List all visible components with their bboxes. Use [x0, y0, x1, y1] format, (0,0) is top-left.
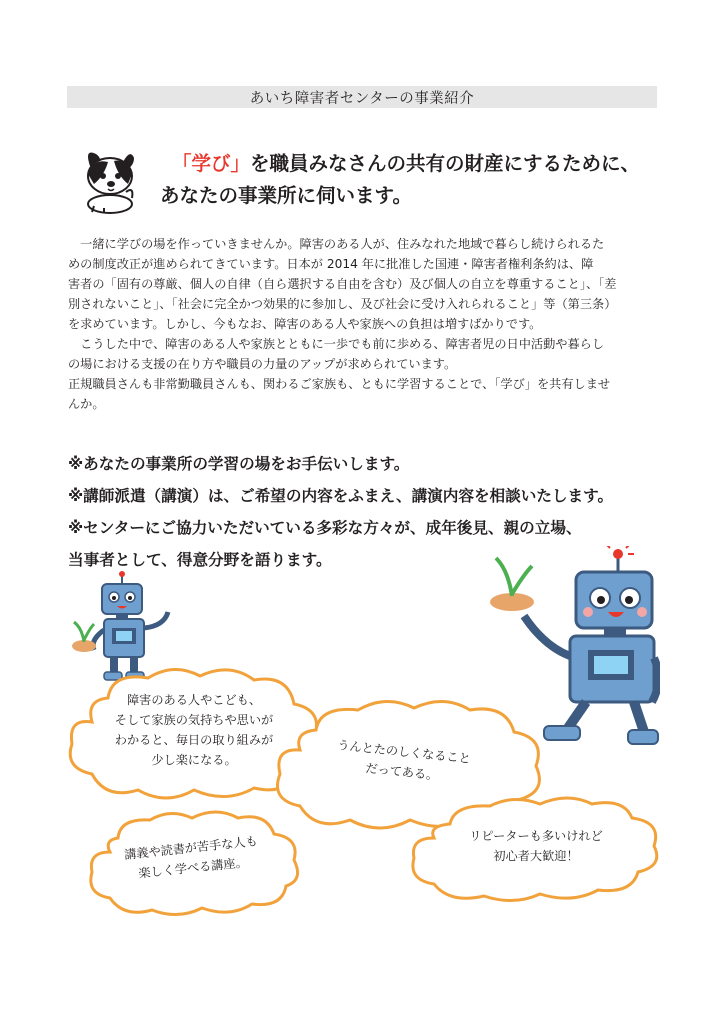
intro-paragraph — [68, 234, 664, 414]
note-line: ※あなたの事業所の学習の場をお手伝いします。 — [68, 455, 410, 473]
cloud-text-1: 障害のある人やこども、 そして家族の気持ちや思いが わかると、毎日の取り組みが 少し楽になる。 — [114, 693, 274, 767]
intro-line: を求めています。しかし、今もなお、障害のある人や家族への負担は増すばかりです。 — [68, 317, 542, 331]
cloud-text-2: うんとたのしくなること だってある。 — [336, 738, 472, 783]
intro-line: 別されないこと」、「社会に完全かつ効果的に参加し、及び社会に受け入れられること」等（第三条） — [68, 297, 617, 311]
header-band — [67, 86, 657, 108]
cloud-text-3: 講義や読書が苦手な人も 楽しく学べる講座。 — [123, 834, 259, 881]
intro-line: めの制度改正が進められてきています。日本が 2014 年に批准した国連・障害者権利条約は、障 — [68, 257, 594, 271]
intro-line: 害者の「固有の尊厳、個人の自律（自ら選択する自由を含む）及び個人の自立を尊重すること」、「差 — [68, 277, 617, 291]
dog-mascot-icon — [74, 146, 140, 214]
note-line: ※講師派遣（講演）は、ご希望の内容をふまえ、講演内容を相談いたします。 — [68, 487, 614, 505]
cloud-text-4: リピーターも多いけれど 初心者大歓迎！ — [469, 829, 603, 863]
note-line: 当事者として、得意分野を語ります。 — [68, 551, 332, 569]
intro-line: んか。 — [68, 397, 105, 411]
headline-line-2: あなたの事業所に伺います。 — [160, 184, 412, 207]
intro-line: の場における支援の在り方や職員の力量のアップが求められています。 — [68, 357, 457, 371]
page-title: あいち障害者センターの事業紹介 — [249, 91, 475, 107]
note-line: ※センターにご協力いただいている多彩な方々が、成年後見、親の立場、 — [68, 519, 582, 537]
headline-line-1: 「学び」を職員みなさんの共有の財産にするために、 — [172, 152, 641, 175]
intro-line: 正規職員さんも非常勤職員さんも、関わるご家族も、ともに学習することで、「学び」を共有しませ — [68, 377, 611, 391]
intro-line: こうした中で、障害のある人や家族とともに一歩でも前に歩める、障害者児の日中活動や暮らし — [68, 337, 605, 351]
intro-line: 一緒に学びの場を作っていきませんか。障害のある人が、住みなれた地域で暮らし続けられるた — [68, 237, 605, 251]
